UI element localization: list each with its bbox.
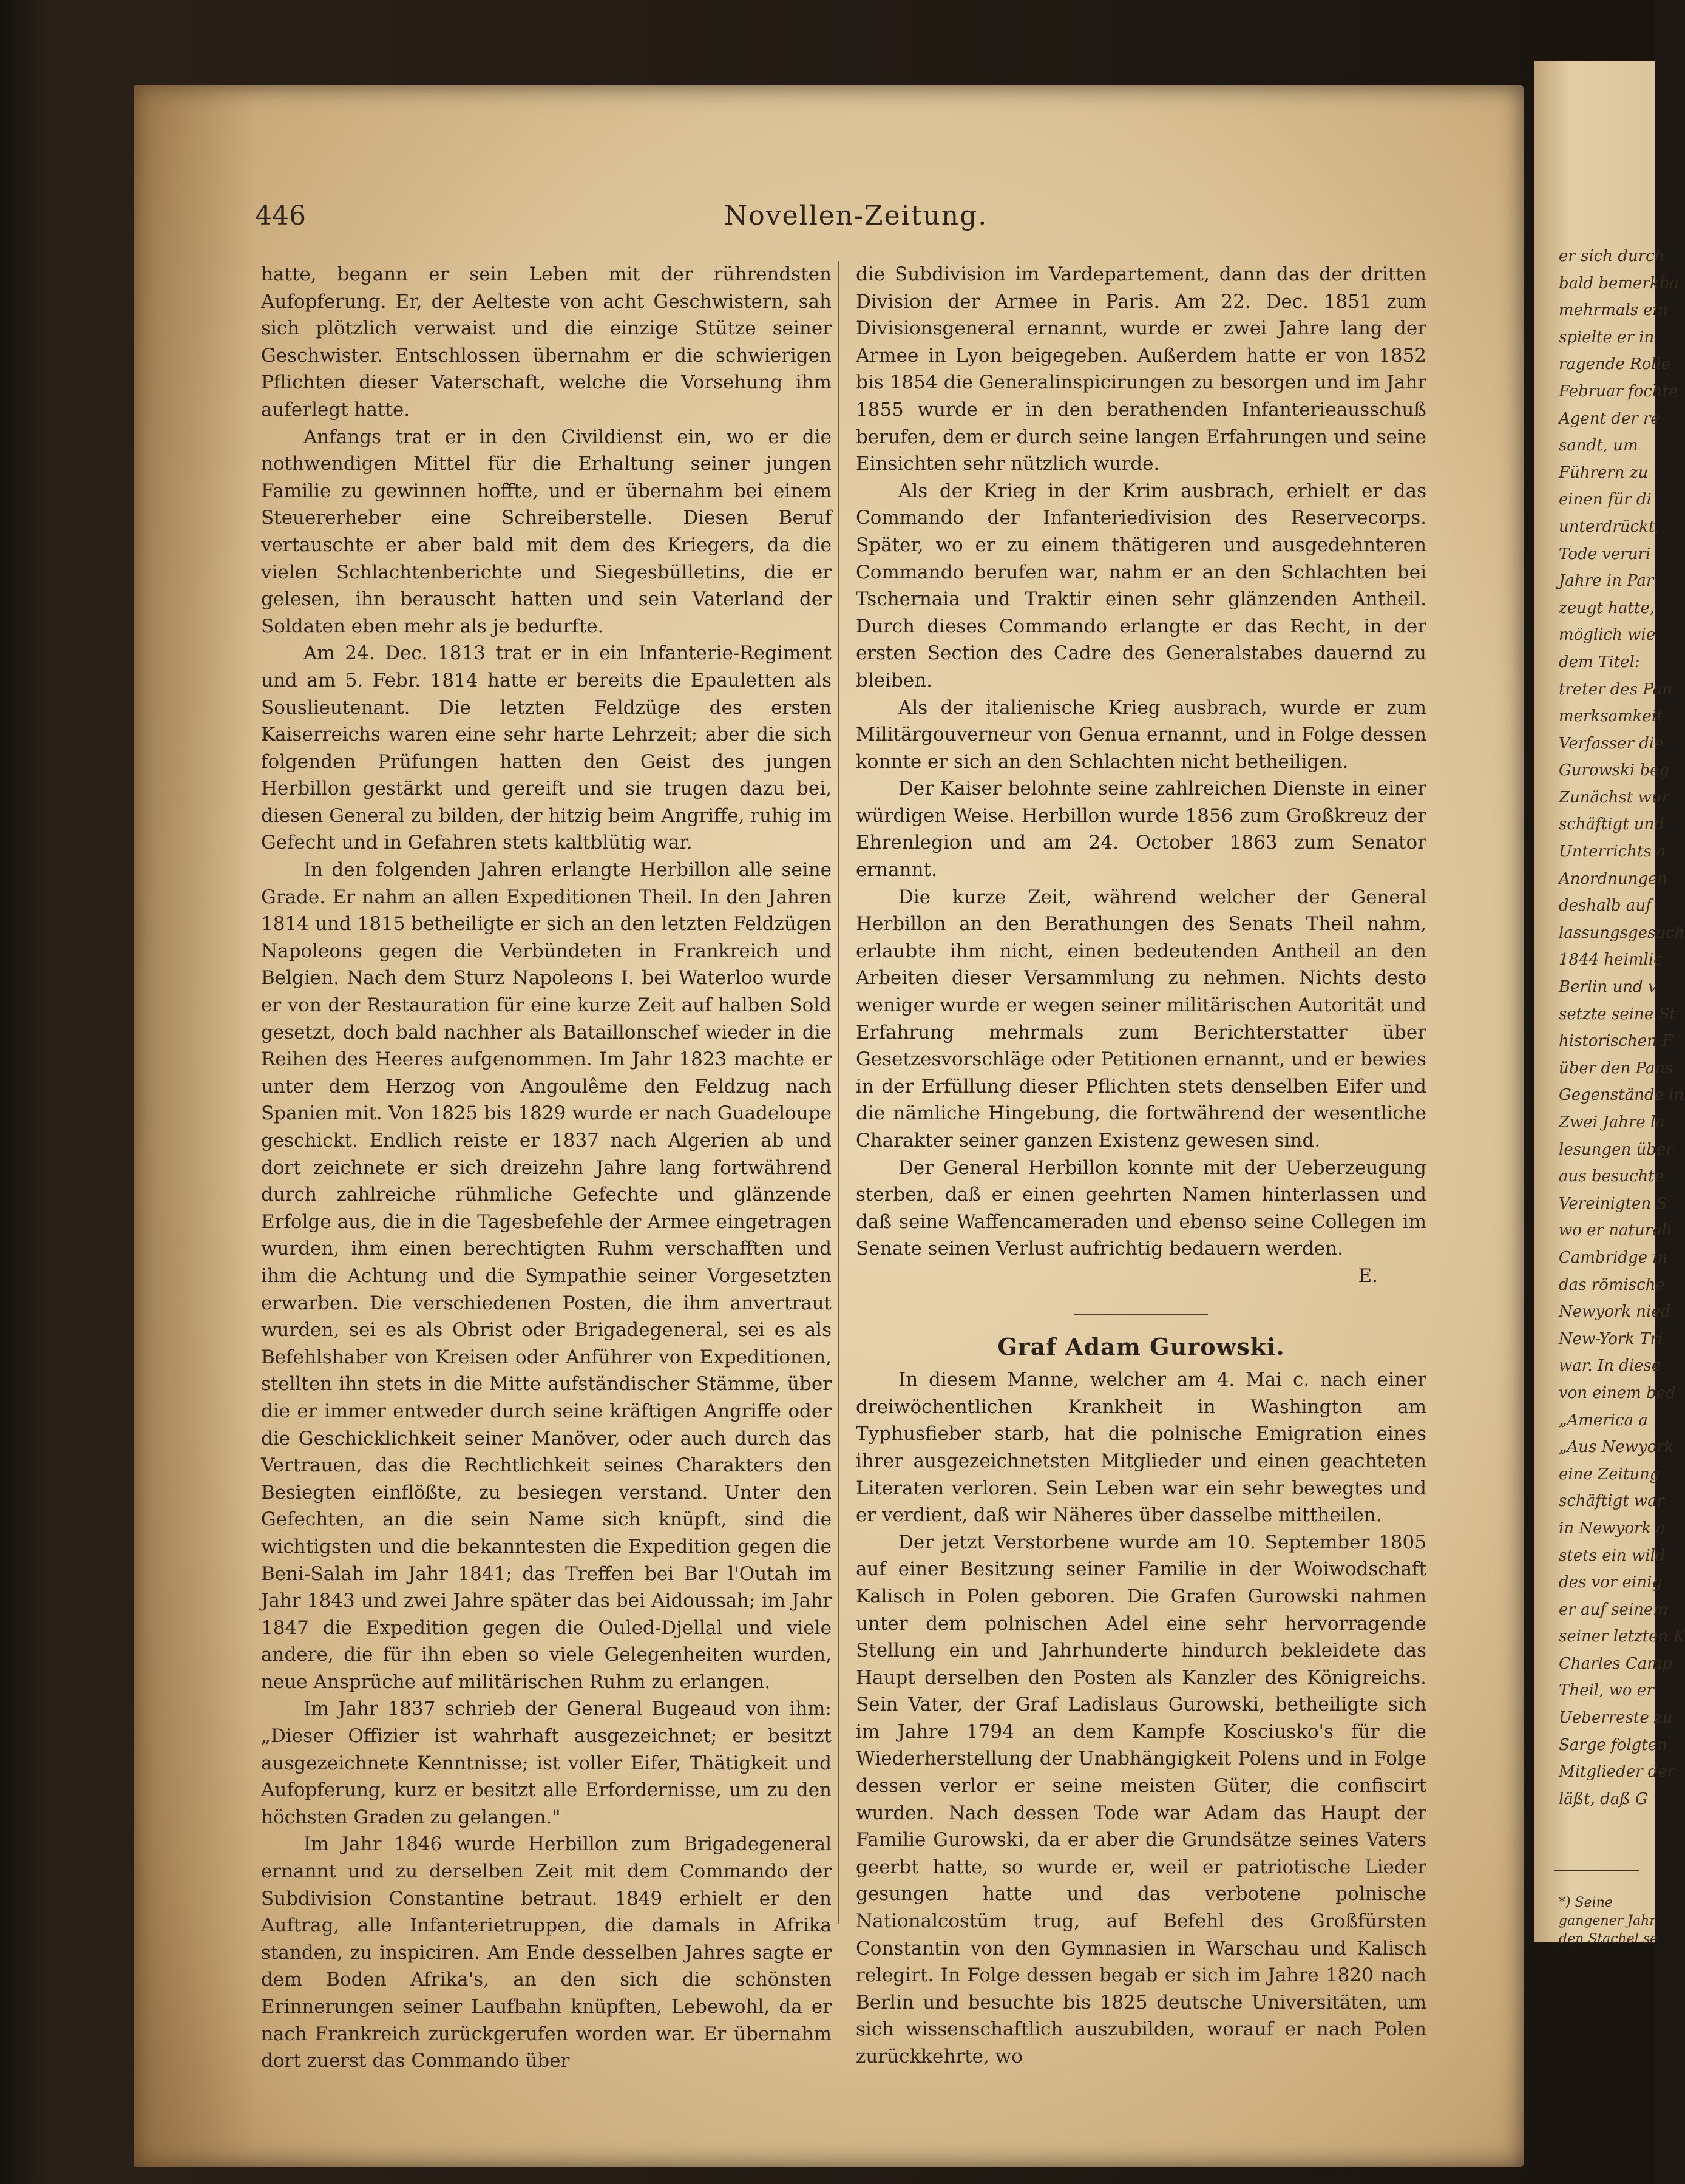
page-number: 446: [255, 200, 306, 231]
section-title: Graf Adam Gurowski.: [997, 1332, 1285, 1360]
running-head: [255, 200, 1457, 237]
footnote-rule: [1554, 1870, 1639, 1871]
paragraph: Anfangs trat er in den Civildienst ein, wo er die nothwendigen Mittel für die Erhaltung seiner jungen Familie zu gewinnen hoffte, und er übernahm bei einem Steuererheber eine Schreiberstelle. Diesen Beruf vertauschte er aber bald mit dem des Kriegers, da die vielen Schlachtenberichte und Siegesbülletins, die er gelesen, ihn berauscht hatten und sein Vaterland der Soldaten eben mehr als je bedurfte.: [261, 426, 832, 637]
paragraph: Der General Herbillon konnte mit der Ueberzeugung sterben, daß er einen geehrten Namen hinterlassen und daß seine Waffencameraden und ebenso seine Collegen im Senate seinen Verlust aufrichtig bedauern werden.: [856, 1156, 1426, 1260]
paragraph: Der jetzt Verstorbene wurde am 10. September 1805 auf einer Besitzung seiner Familie in der Woiwodschaft Kalisch in Polen geboren. Die Grafen Gurowski nahmen unter dem polnischen Adel eine sehr hervorragende Stellung ein und Jahrhunderte hindurch bekleidete das Haupt derselben den Posten als Kanzler des Königreichs. Sein Vater, der Graf Ladislaus Gurowski, betheiligte sich im Jahre 1794 an dem Kampfe Kosciusko's für die Wiederherstellung der Unabhängigkeit Polens und in Folge dessen verlor er seine meisten Güter, die confiscirt wurden. Nach dessen Tode war Adam das Haupt der Familie Gurowski, da er aber die Grundsätze seines Vaters geerbt hatte, so wurde er, weil er patriotische Lieder gesungen hatte und das verbotene polnische Nationalcostüm trug, auf Befehl des Großfürsten Constantin von den Gymnasien in Warschau und Kalisch relegirt. In Folge dessen begab er sich im Jahre 1820 nach Berlin und besuchte bis 1825 deutsche Universitäten, um sich wissenschaftlich auszubilden, worauf er nach Polen zurückkehrte, wo: [856, 1531, 1426, 2067]
paragraph: In diesem Manne, welcher am 4. Mai c. nach einer dreiwöchentlichen Krankheit in Washington am Typhusfieber starb, hat die polnische Emigration eines ihrer ausgezeichnetsten Mitglieder und einen geachteten Literaten verloren. Sein Leben war ein sehr bewegtes und er verdient, daß wir Näheres über dasselbe mittheilen.: [856, 1369, 1426, 1527]
paragraph: Der Kaiser belohnte seine zahlreichen Dienste in einer würdigen Weise. Herbillon wurde 1856 zum Großkreuz der Ehrenlegion und am 24. October 1863 zum Senator ernannt.: [856, 778, 1426, 881]
paragraph: In den folgenden Jahren erlangte Herbillon alle seine Grade. Er nahm an allen Expeditionen Theil. In den Jahren 1814 und 1815 betheiligte er sich an den letzten Feldzügen Napoleons gegen die Verbündeten in Frankreich und Belgien. Nach dem Sturz Napoleons I. bei Waterloo wurde er von der Restauration für eine kurze Zeit auf halben Sold gesetzt, doch bald nachher als Bataillonschef wieder in die Reihen des Heeres aufgenommen. Im Jahr 1823 machte er unter dem Herzog von Angoulême den Feldzug nach Spanien mit. Von 1825 bis 1829 wurde er nach Guadeloupe geschickt. Endlich reiste er 1837 nach Algerien ab und dort zeichnete er sich dreizehn Jahre lang fortwährend durch zahlreiche rühmliche Gefechte und glänzende Erfolge aus, die in die Tagesbefehle der Armee eingetragen wurden, ihm einen berechtigten Ruhm verschafften und ihm die Achtung und die Sympathie seiner Vorgesetzten erwarben. Die verschiedenen Posten, die ihm anvertraut wurden, sei es als Obrist oder Brigadegeneral, sei es als Befehlshaber von Kreisen oder Anführer von Expeditionen, stellten ihn stets in die Mitte aufständischer Stämme, über die er immer entweder durch seine kräftigen Angriffe oder die Geschicklichkeit seiner Manöver, oder auch durch das Vertrauen, das die Rechtlichkeit seines Charakters den Besiegten einflößte, zu besiegen verstand. Unter den Gefechten, an die sein Name sich knüpft, sind die wichtigsten und die bekanntesten die Expedition gegen die Beni-Salah im Jahr 1841; das Treffen bei Bar l'Outah im Jahr 1843 und zwei Jahre später das bei Aidoussah; im Jahr 1847 die Expedition gegen die Ouled-Djellal und viele andere, die für ihn eben so viele Gelegenheiten wurden, neue Ansprüche auf militärischen Ruhm zu erlangen.: [261, 859, 832, 1693]
journal-title: Novellen-Zeitung.: [724, 200, 988, 231]
paragraph: Im Jahr 1846 wurde Herbillon zum Brigadegeneral ernannt und zu derselben Zeit mit dem Commando der Subdivision Constantine betraut. 1849 erhielt er den Auftrag, alle Infanterietruppen, die damals in Afrika standen, zu inspiciren. Am Ende desselben Jahres sagte er dem Boden Afrika's, an den sich die schönsten Erinnerungen seiner Laufbahn knüpften, Lebewohl, da er nach Frankreich zurückgerufen worden war. Er übernahm dort zuerst das Commando über: [261, 1833, 832, 2072]
right-column: [856, 261, 1426, 2070]
paragraph: die Subdivision im Vardepartement, dann das der dritten Division der Armee in Paris. Am 22. Dec. 1851 zum Divisionsgeneral ernannt, wurde er zwei Jahre lang der Armee in Lyon beigegeben. Außerdem hatte er von 1852 bis 1854 die Generalinspicirungen zu besorgen und im Jahr 1855 wurde er in den berathenden Infanterieausschuß berufen, dem er durch seine langen Erfahrungen und seine Einsichten sehr nützlich wurde.: [856, 263, 1426, 475]
column-divider: [838, 261, 839, 1924]
paragraph: Im Jahr 1837 schrieb der General Bugeaud von ihm: „Dieser Offizier ist wahrhaft ausgezeichnet; er besitzt ausgezeichnete Kenntnisse; ist voller Eifer, Thätigkeit und Aufopferung, kurz er besitzt alle Erfordernisse, um zu den höchsten Graden zu gelangen.": [261, 1698, 832, 1828]
left-column: [261, 261, 832, 2075]
section-separator: [1074, 1314, 1208, 1315]
facing-page-footnote: *) Seine gangener Jahr den Stachel se: [1559, 1895, 1658, 1947]
paragraph: hatte, begann er sein Leben mit der rührendsten Aufopferung. Er, der Aelteste von acht Geschwistern, sah sich plötzlich verwaist und die einzige Stütze seiner Geschwister. Entschlossen übernahm er die schwierigen Pflichten dieser Vaterschaft, welche die Vorsehung ihm auferlegt hatte.: [261, 263, 832, 421]
paragraph: Die kurze Zeit, während welcher der General Herbillon an den Berathungen des Senats Theil nahm, erlaubte ihm nicht, einen bedeutenden Antheil an den Arbeiten dieser Versammlung zu nehmen. Nichts desto weniger wurde er wegen seiner militärischen Autorität und Erfahrung mehrmals zum Berichterstatter über Gesetzesvorschläge oder Petitionen ernannt, und er bewies in der Erfüllung dieser Pflichten stets denselben Eifer und die nämliche Hingebung, die fortwährend der wesentliche Charakter seiner ganzen Existenz gewesen sind.: [856, 886, 1426, 1151]
paragraph: Als der Krieg in der Krim ausbrach, erhielt er das Commando der Infanteriedivision des Reservecorps. Später, wo er zu einem thätigeren und ausgedehnteren Commando berufen war, nahm er an den Schlachten bei Tschernaia und Traktir einen sehr glänzenden Antheil. Durch dieses Commando erlangte er das Recht, in der ersten Section des Cadre des Generalstabes dauernd zu bleiben.: [856, 480, 1426, 691]
facing-page: [1534, 61, 1685, 1947]
paragraph: Am 24. Dec. 1813 trat er in ein Infanterie-Regiment und am 5. Febr. 1814 hatte er bereits die Epauletten als Souslieutenant. Die letzten Feldzüge des ersten Kaiserreichs waren eine sehr harte Lehrzeit; aber die sich folgenden Prüfungen hatten den Geist des jungen Herbillon gestärkt und gereift und sie trugen dazu bei, diesen General zu bilden, der hitzig beim Angriffe, ruhig im Gefecht und in Gefahren stets kaltblütig war.: [261, 642, 832, 854]
facing-page-fragment: er sich durch bald bemerkba mehrmals ein spielte er in ragende Rolle Februar fochte Agent der re sandt, um Führern zu einen für di unterdrückt, Tode veruri Jahre in Par zeugt hatte, möglich wie dem Titel: treter des Pan merksamkeit Verfasser die Gurowski beg Zunächst wur schäftigt und Unterrichts a Anordnungen deshalb auf lassungsgesuch 1844 heimlic Berlin und v setzte seine St historischen F über den Pans Gegenstände in Zwei Jahre la lesungen über aus besuchte Vereinigten S wo er naturali Cambridge in das römische Newyork nied New-York Tri war. In diese von einem bed „America a „Aus Newyork eine Zeitung schäftigt war in Newyork a stets ein wild des vor einig er auf seinem seiner letzten K Charles Camp Theil, wo er Ueberreste zu Sarge folgten Mitglieder der läßt, daß G: [1559, 247, 1685, 1808]
author-signature: E.: [1358, 1264, 1378, 1287]
paragraph: Als der italienische Krieg ausbrach, wurde er zum Militärgouverneur von Genua ernannt, und in Folge dessen konnte er sich an den Schlachten nicht betheiligen.: [856, 696, 1426, 773]
